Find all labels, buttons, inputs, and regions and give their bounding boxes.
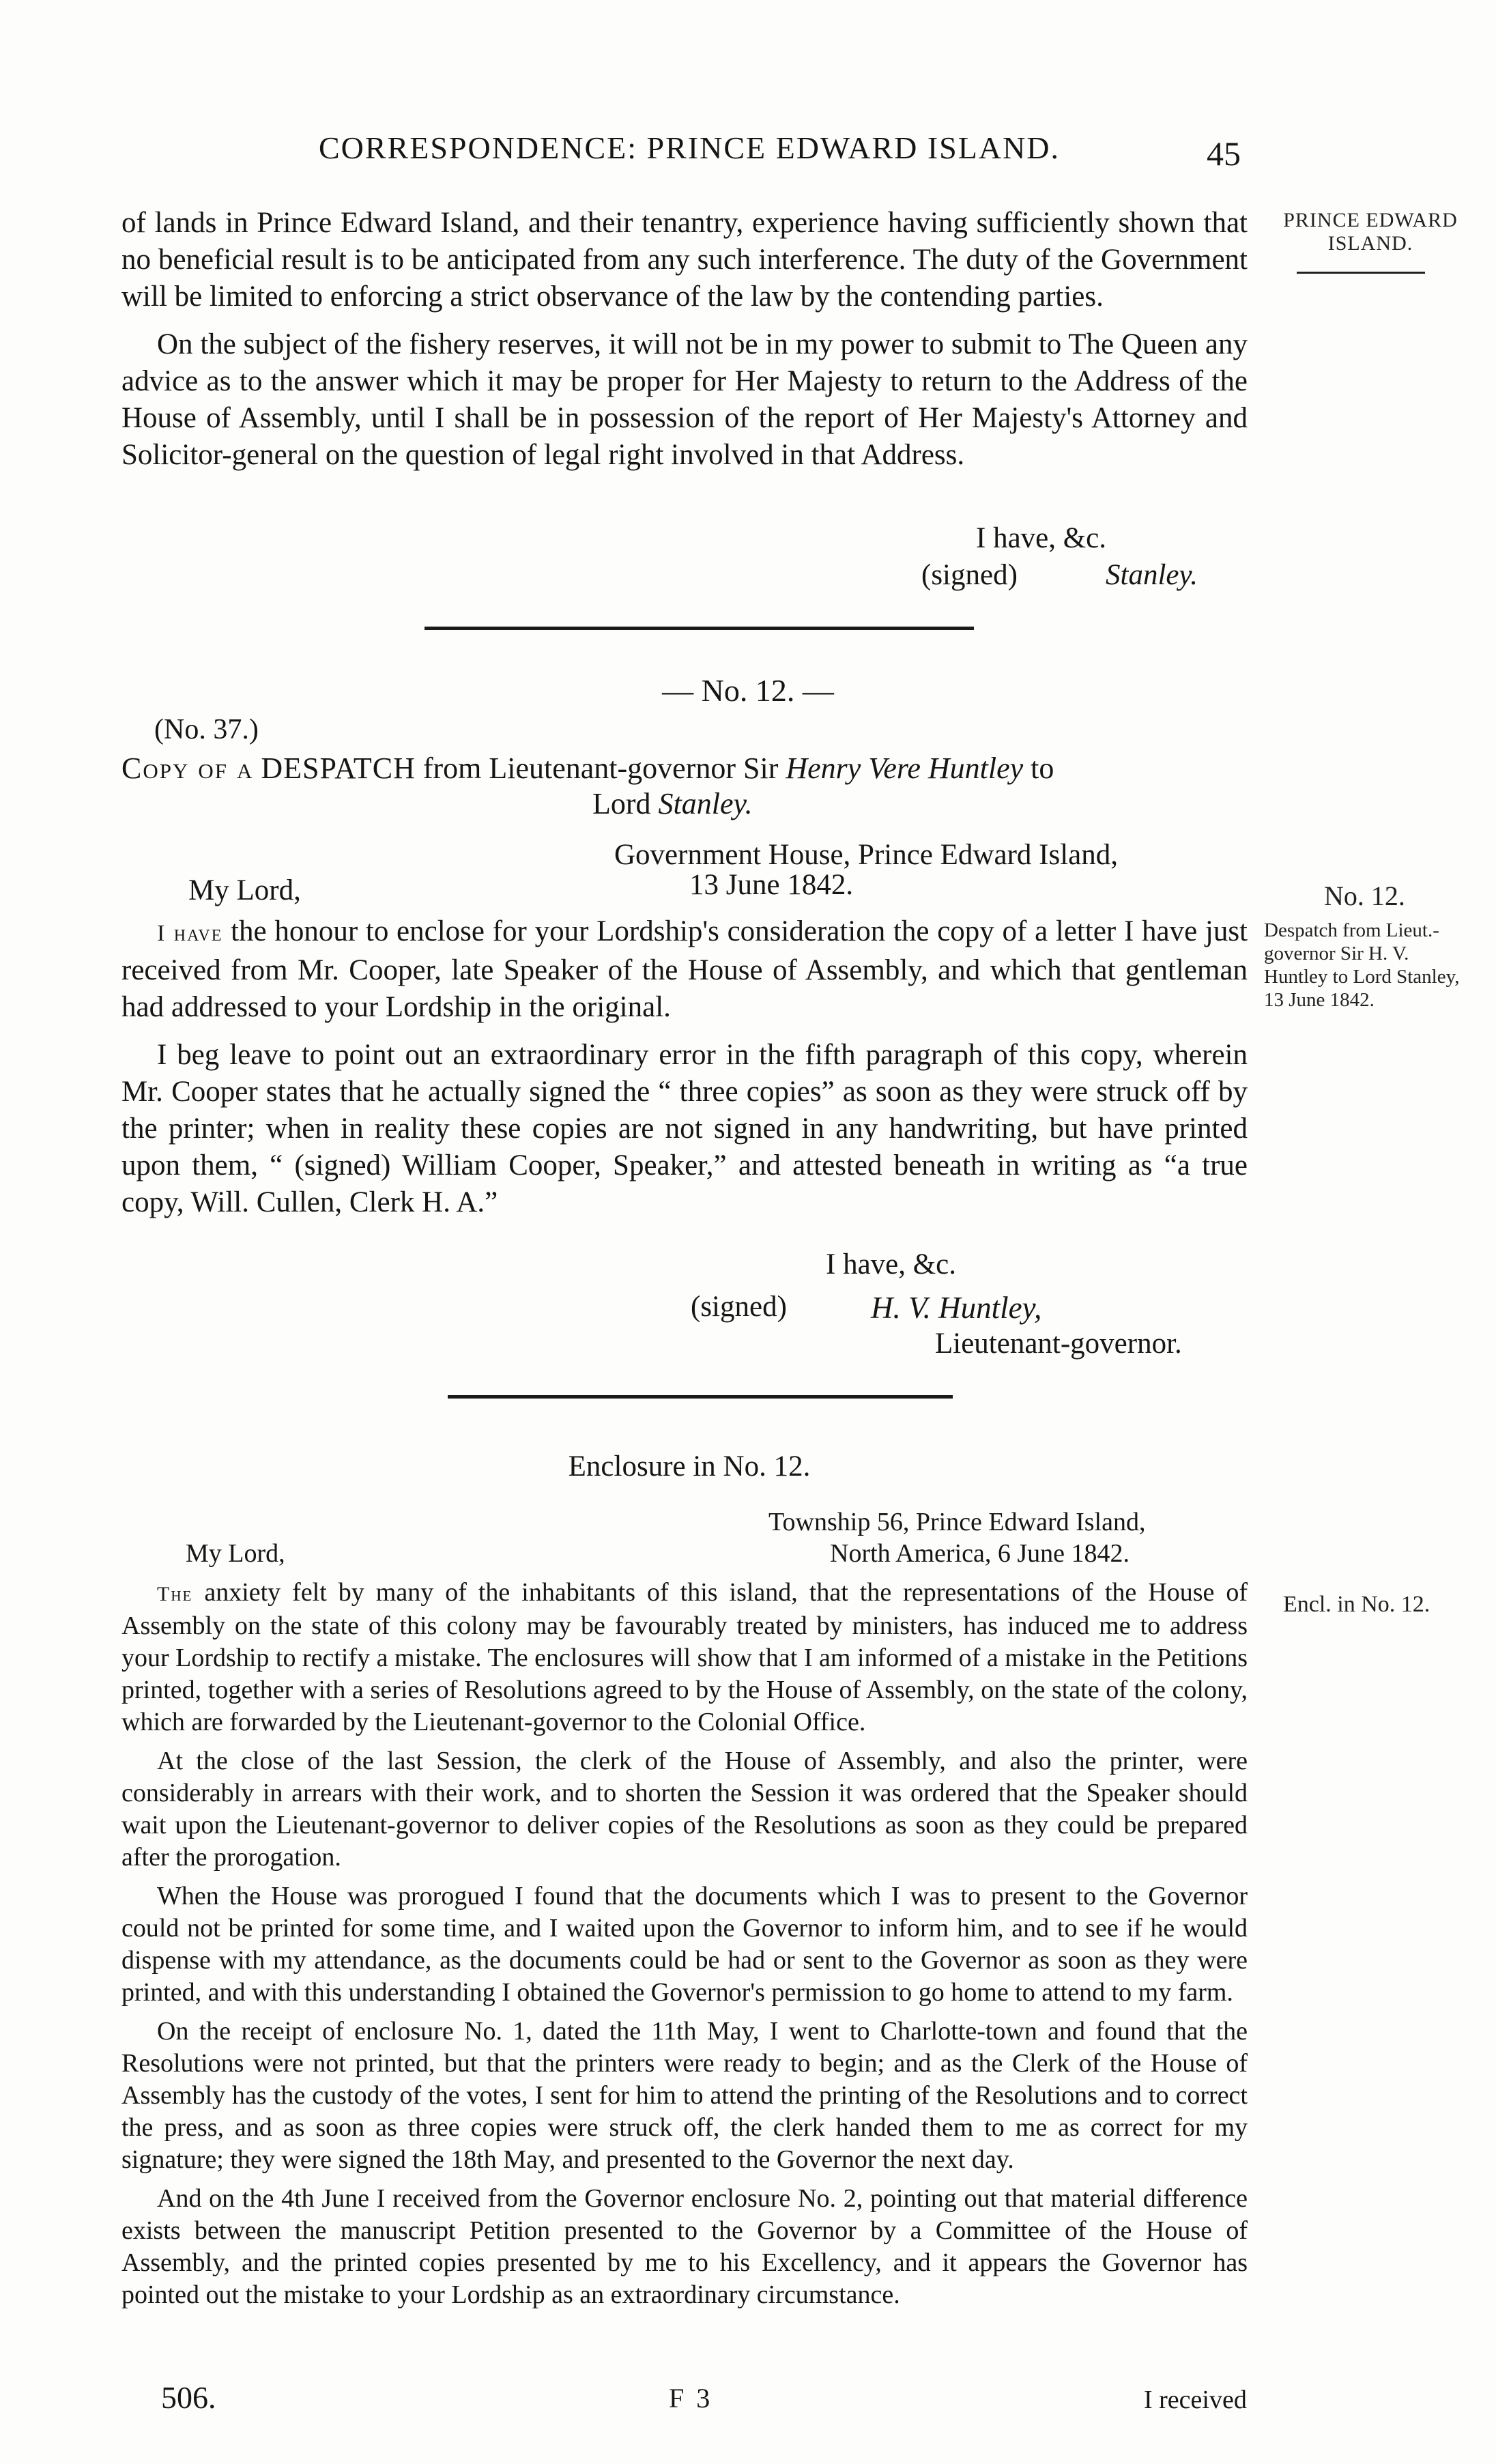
margin-note-enclosure: Encl. in No. 12. (1283, 1592, 1430, 1617)
prior-letter-paragraph-2: On the subject of the fishery reserves, it will not be in my power to submit to The Queen any advice as to the answer which it may be proper for Her Majesty to return to the Address of the House of Assembly, until I shall be in possession of the report of Her Majesty's Attorney and Solicitor-general on the question of legal right involved in that Address. (121, 328, 1248, 471)
margin-note-location: PRINCE EDWARD ISLAND. (1283, 209, 1458, 255)
enclosure-paragraph-1 (121, 1577, 1248, 1738)
prior-letter-signed: (signed) (921, 559, 1018, 591)
prior-letter-paragraph-1: of lands in Prince Edward Island, and their tenantry, experience having sufficiently shown that no beneficial result is to be anticipated from any such interference. The duty of the Government will be limited to enforcing a strict observance of the law by the contending parties. (121, 207, 1248, 313)
margin-note-despatch-description: Despatch from Lieut.-governor Sir H. V. Huntley to Lord Stanley, 13 June 1842. (1264, 919, 1460, 1011)
margin-note-rule (1297, 272, 1425, 274)
footer-signature-mark: F 3 (669, 2383, 713, 2413)
despatch-paragraph-1 (121, 913, 1248, 1026)
despatch-title-word: DESPATCH (261, 751, 416, 785)
enclosure-paragraph-5: And on the 4th June I received from the Governor enclosure No. 2, pointing out that material difference exists between the manuscript Petition presented to the Governor by a Committee of the House of Assembly, and the printed copies presented by me to his Excellency, and it appears the Governor has pointed out the mistake to your Lordship as an extraordinary circumstance. (121, 2184, 1248, 2309)
despatch-paragraph-1-text: the honour to enclose for your Lordship's consideration the copy of a letter I have just received from Mr. Cooper, late Speaker of the House of Assembly, and which that gentleman had addressed to your Lordship in the original. (121, 915, 1248, 1023)
prior-letter-signature: Stanley. (1106, 559, 1198, 591)
enclosure-address-line-2: North America, 6 June 1842. (830, 1539, 1130, 1568)
despatch-number-heading: — No. 12. — (662, 673, 834, 708)
enclosure-salutation: My Lord, (186, 1539, 285, 1568)
enclosure-paragraph-4: On the receipt of enclosure No. 1, dated the 11th May, I went to Charlotte-town and found that the Resolutions were not printed, but that the printers were ready to begin; and as the Clerk of the House of Assembly has the custody of the votes, I sent for him to attend the printing of the Resolutions and to correct the press, and as soon as three copies were struck off, the clerk handed them to me as correct for my signature; they were signed the 18th May, and presented to the Governor the next day. (121, 2017, 1248, 2174)
enclosure-address-line-1: Township 56, Prince Edward Island, (768, 1508, 1146, 1536)
despatch-paragraph-2: I beg leave to point out an extraordinary error in the fifth paragraph of this copy, wherein Mr. Cooper states that he actually signed the “ three copies” as soon as they were struck off by the printer; when in reality these copies are not signed in any handwriting, but have printed upon them, “ (signed) William Cooper, Speaker,” and attested beneath in writing as “a true copy, Will. Cullen, Clerk H. A.” (121, 1039, 1248, 1218)
despatch-title-to: to (1031, 751, 1054, 785)
despatch-title-line2 (592, 786, 753, 821)
enclosure-paragraph-1-text: anxiety felt by many of the inhabitants of this island, that the representations of the House of Assembly on the state of this colony may be favourably treated by ministers, has induced me to address your Lordship to rectify a mistake. The enclosures will show that I am informed of a mistake in the Petitions printed, together with a series of Resolutions agreed to by the House of Assembly, on the state of the colony, which are forwarded by the Lieutenant-governor to the Colonial Office. (121, 1578, 1248, 1736)
enclosure-paragraph-3: When the House was prorogued I found that the documents which I was to present to the Governor could not be printed for some time, and I waited upon the Governor to inform him, and to see if he would dispense with my attendance, as the documents could be had or sent to the Governor as soon as they were printed, and with this understanding I obtained the Governor's permission to go home to attend to my farm. (121, 1882, 1248, 2007)
despatch-signature-title: Lieutenant-governor. (935, 1328, 1182, 1360)
prior-letter-closing: I have, &c. (976, 522, 1107, 554)
despatch-title-line2-prefix: Lord (592, 787, 651, 820)
enclosure-paragraph-1-lead: The (157, 1583, 193, 1605)
running-header: CORRESPONDENCE: PRINCE EDWARD ISLAND. (318, 130, 1061, 165)
enclosure-paragraph-2: At the close of the last Session, the clerk of the House of Assembly, and also the printer, were considerably in arrears with their work, and to shorten the Session it was ordered that the Speaker should wait upon the Lieutenant-governor to deliver copies of the Resolutions as soon as they could be prepared after the prorogation. (121, 1747, 1248, 1872)
despatch-salutation: My Lord, (188, 874, 301, 906)
despatch-address: Government House, Prince Edward Island, (614, 839, 1118, 871)
prior-letter-body (121, 205, 1248, 474)
despatch-title-prefix: Copy of a (121, 751, 254, 785)
despatch-signed: (signed) (691, 1291, 787, 1323)
despatch-ref: (No. 37.) (154, 714, 259, 745)
despatch-title-line2-name: Stanley. (658, 787, 753, 820)
footer-catchword: I received (1144, 2386, 1247, 2414)
despatch-closing: I have, &c. (826, 1248, 957, 1280)
despatch-date: 13 June 1842. (689, 869, 854, 901)
despatch-title-name: Henry Vere Huntley (786, 751, 1024, 785)
margin-note-despatch-number: No. 12. (1324, 880, 1405, 911)
section-divider-1 (425, 627, 974, 630)
despatch-title-from: from Lieutenant-governor Sir (422, 751, 779, 785)
enclosure-body (121, 1577, 1248, 2311)
despatch-title (121, 751, 1054, 786)
despatch-body (121, 913, 1248, 1221)
section-divider-2 (448, 1395, 953, 1399)
footer-number: 506. (161, 2380, 216, 2415)
despatch-paragraph-1-lead: I have (157, 921, 223, 946)
page-number: 45 (1207, 134, 1241, 173)
despatch-signature: H. V. Huntley, (871, 1291, 1042, 1325)
enclosure-heading: Enclosure in No. 12. (568, 1450, 811, 1482)
